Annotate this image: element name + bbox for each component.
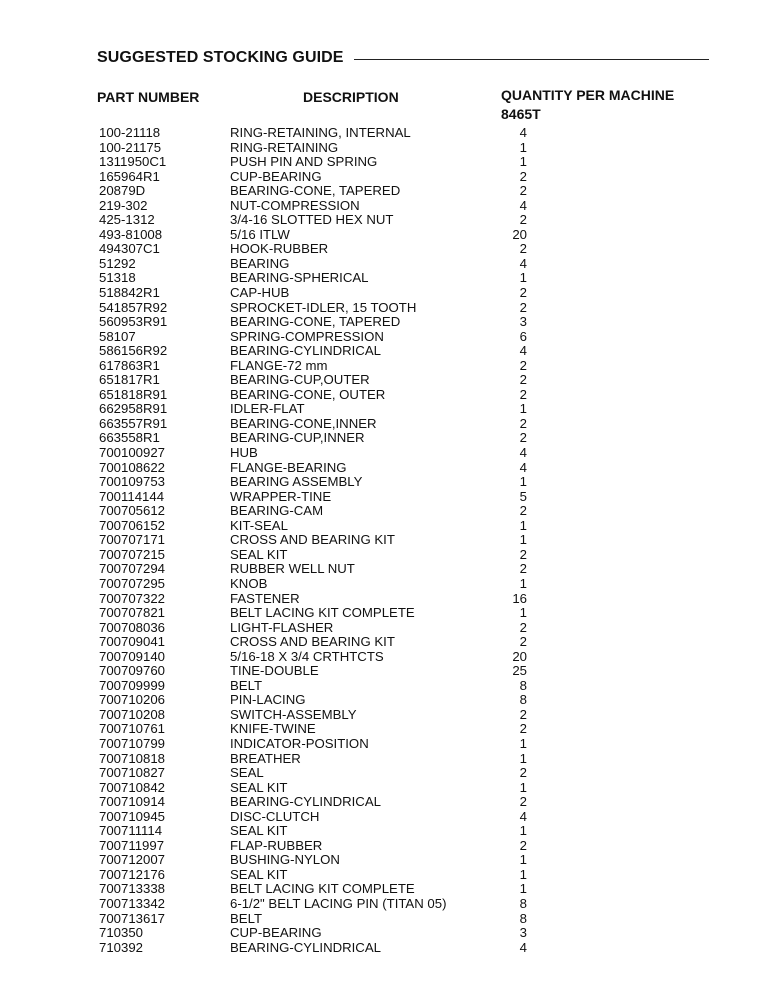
description-cell: DISC-CLUTCH xyxy=(230,808,320,824)
part-number-cell: 541857R92 xyxy=(99,299,168,315)
table-row xyxy=(99,388,539,403)
description-cell: RUBBER WELL NUT xyxy=(230,561,355,577)
part-number-cell: 700709041 xyxy=(99,634,166,650)
part-number-cell: 651818R91 xyxy=(99,386,168,402)
description-cell: 5/16-18 X 3/4 CRTHTCTS xyxy=(230,648,384,664)
quantity-cell: 2 xyxy=(519,241,527,257)
table-row xyxy=(99,126,539,141)
table-row xyxy=(99,533,539,548)
quantity-cell: 2 xyxy=(519,794,527,810)
table-row xyxy=(99,373,539,388)
description-cell: RING-RETAINING xyxy=(230,139,339,155)
description-cell: CROSS AND BEARING KIT xyxy=(230,532,395,548)
table-row xyxy=(99,548,539,563)
table-row xyxy=(99,650,539,665)
table-row xyxy=(99,199,539,214)
table-row xyxy=(99,926,539,941)
description-cell: SEAL KIT xyxy=(230,546,288,562)
part-number-cell: 700709760 xyxy=(99,663,166,679)
part-number-cell: 700707821 xyxy=(99,605,166,621)
table-row xyxy=(99,737,539,752)
quantity-cell: 2 xyxy=(519,837,527,853)
part-number-cell: 20879D xyxy=(99,183,146,199)
description-cell: BEARING-CUP,OUTER xyxy=(230,372,370,388)
part-number-cell: 663557R91 xyxy=(99,415,168,431)
table-row xyxy=(99,359,539,374)
table-row xyxy=(99,795,539,810)
description-cell: LIGHT-FLASHER xyxy=(230,619,334,635)
part-number-cell: 710392 xyxy=(99,939,144,955)
table-row xyxy=(99,824,539,839)
quantity-cell: 1 xyxy=(519,139,527,155)
part-number-cell: 700706152 xyxy=(99,517,166,533)
table-row xyxy=(99,417,539,432)
quantity-cell: 4 xyxy=(519,808,527,824)
quantity-cell: 4 xyxy=(519,445,527,461)
part-number-cell: 493-81008 xyxy=(99,226,163,242)
part-number-cell: 700100927 xyxy=(99,445,166,461)
column-header-quantity: QUANTITY PER MACHINE xyxy=(501,87,675,103)
table-row xyxy=(99,402,539,417)
description-cell: BUSHING-NYLON xyxy=(230,852,340,868)
quantity-cell: 2 xyxy=(519,503,527,519)
quantity-cell: 2 xyxy=(519,706,527,722)
part-number-cell: 700709140 xyxy=(99,648,166,664)
quantity-cell: 2 xyxy=(519,168,527,184)
quantity-cell: 20 xyxy=(512,226,527,242)
quantity-cell: 1 xyxy=(519,866,527,882)
quantity-cell: 4 xyxy=(519,343,527,359)
part-number-cell: 700708036 xyxy=(99,619,166,635)
table-row xyxy=(99,577,539,592)
quantity-cell: 1 xyxy=(519,154,527,170)
part-number-cell: 425-1312 xyxy=(99,212,155,228)
table-row xyxy=(99,868,539,883)
description-cell: CROSS AND BEARING KIT xyxy=(230,634,395,650)
part-number-cell: 700710842 xyxy=(99,779,166,795)
table-row xyxy=(99,752,539,767)
table-row xyxy=(99,257,539,272)
part-number-cell: 700710945 xyxy=(99,808,166,824)
column-header-model: 8465T xyxy=(501,106,541,122)
table-row xyxy=(99,344,539,359)
part-number-cell: 700713617 xyxy=(99,910,166,926)
table-row xyxy=(99,301,539,316)
part-number-cell: 700710818 xyxy=(99,750,166,766)
table-row xyxy=(99,679,539,694)
quantity-cell: 8 xyxy=(519,895,527,911)
part-number-cell: 700707294 xyxy=(99,561,166,577)
table-row xyxy=(99,664,539,679)
quantity-cell: 1 xyxy=(519,823,527,839)
part-number-cell: 700109753 xyxy=(99,474,166,490)
description-cell: SEAL KIT xyxy=(230,779,288,795)
description-cell: RING-RETAINING, INTERNAL xyxy=(230,125,411,140)
part-number-cell: 700710799 xyxy=(99,735,166,751)
part-number-cell: 700713342 xyxy=(99,895,166,911)
column-header-description: DESCRIPTION xyxy=(303,89,399,105)
description-cell: KNOB xyxy=(230,575,268,591)
table-row xyxy=(99,286,539,301)
quantity-cell: 1 xyxy=(519,779,527,795)
table-row xyxy=(99,242,539,257)
quantity-cell: 2 xyxy=(519,357,527,373)
description-cell: FLANGE-72 mm xyxy=(230,357,328,373)
part-number-cell: 700713338 xyxy=(99,881,166,897)
description-cell: HOOK-RUBBER xyxy=(230,241,329,257)
part-number-cell: 700710206 xyxy=(99,692,166,708)
description-cell: PIN-LACING xyxy=(230,692,306,708)
table-row xyxy=(99,635,539,650)
table-row xyxy=(99,766,539,781)
description-cell: INDICATOR-POSITION xyxy=(230,735,369,751)
quantity-cell: 2 xyxy=(519,721,527,737)
description-cell: KIT-SEAL xyxy=(230,517,288,533)
part-number-cell: 100-21118 xyxy=(99,125,161,140)
description-cell: CAP-HUB xyxy=(230,285,290,301)
description-cell: BEARING ASSEMBLY xyxy=(230,474,363,490)
quantity-cell: 25 xyxy=(512,663,527,679)
part-number-cell: 617863R1 xyxy=(99,357,160,373)
description-cell: 3/4-16 SLOTTED HEX NUT xyxy=(230,212,394,228)
part-number-cell: 700707322 xyxy=(99,590,166,606)
table-row xyxy=(99,693,539,708)
quantity-cell: 3 xyxy=(519,925,527,941)
description-cell: BEARING-CONE, TAPERED xyxy=(230,314,401,330)
table-row xyxy=(99,490,539,505)
part-number-cell: 219-302 xyxy=(99,197,148,213)
part-number-cell: 518842R1 xyxy=(99,285,160,301)
description-cell: SPROCKET-IDLER, 15 TOOTH xyxy=(230,299,417,315)
table-row xyxy=(99,504,539,519)
table-row xyxy=(99,882,539,897)
part-number-cell: 700707215 xyxy=(99,546,166,562)
part-number-cell: 651817R1 xyxy=(99,372,160,388)
quantity-cell: 4 xyxy=(519,459,527,475)
table-row xyxy=(99,184,539,199)
quantity-cell: 8 xyxy=(519,692,527,708)
quantity-cell: 1 xyxy=(519,750,527,766)
quantity-cell: 2 xyxy=(519,285,527,301)
part-number-cell: 700711997 xyxy=(99,837,165,853)
part-number-cell: 700709999 xyxy=(99,677,166,693)
table-row xyxy=(99,562,539,577)
description-cell: TINE-DOUBLE xyxy=(230,663,319,679)
part-number-cell: 100-21175 xyxy=(99,139,162,155)
part-number-cell: 700712176 xyxy=(99,866,166,882)
description-cell: CUP-BEARING xyxy=(230,925,322,941)
description-cell: BELT xyxy=(230,677,263,693)
description-cell: FLANGE-BEARING xyxy=(230,459,347,475)
description-cell: SWITCH-ASSEMBLY xyxy=(230,706,357,722)
quantity-cell: 1 xyxy=(519,605,527,621)
part-number-cell: 700707171 xyxy=(99,532,166,548)
description-cell: NUT-COMPRESSION xyxy=(230,197,360,213)
quantity-cell: 8 xyxy=(519,910,527,926)
quantity-cell: 1 xyxy=(519,517,527,533)
part-number-cell: 700712007 xyxy=(99,852,166,868)
table-row xyxy=(99,897,539,912)
quantity-cell: 2 xyxy=(519,430,527,446)
table-row xyxy=(99,708,539,723)
quantity-cell: 2 xyxy=(519,546,527,562)
quantity-cell: 1 xyxy=(519,881,527,897)
quantity-cell: 2 xyxy=(519,386,527,402)
description-cell: SEAL KIT xyxy=(230,823,288,839)
table-row xyxy=(99,519,539,534)
quantity-cell: 1 xyxy=(519,852,527,868)
description-cell: HUB xyxy=(230,445,258,461)
table-row xyxy=(99,941,539,956)
table-row xyxy=(99,912,539,927)
title-row xyxy=(97,47,709,69)
description-cell: 5/16 ITLW xyxy=(230,226,290,242)
description-cell: KNIFE-TWINE xyxy=(230,721,316,737)
part-number-cell: 165964R1 xyxy=(99,168,160,184)
quantity-cell: 4 xyxy=(519,197,527,213)
description-cell: BEARING-SPHERICAL xyxy=(230,270,369,286)
description-cell: BEARING-CYLINDRICAL xyxy=(230,939,381,955)
quantity-cell: 1 xyxy=(519,270,527,286)
description-cell: BEARING-CUP,INNER xyxy=(230,430,365,446)
table-row xyxy=(99,155,539,170)
description-cell: BEARING xyxy=(230,255,290,271)
description-cell: BEARING-CYLINDRICAL xyxy=(230,794,381,810)
quantity-cell: 2 xyxy=(519,765,527,781)
table-row xyxy=(99,213,539,228)
description-cell: WRAPPER-TINE xyxy=(230,488,332,504)
part-number-cell: 700114144 xyxy=(99,488,165,504)
quantity-cell: 2 xyxy=(519,183,527,199)
description-cell: BEARING-CYLINDRICAL xyxy=(230,343,381,359)
table-row xyxy=(99,839,539,854)
quantity-cell: 3 xyxy=(519,314,527,330)
part-number-cell: 700707295 xyxy=(99,575,166,591)
description-cell: FLAP-RUBBER xyxy=(230,837,323,853)
quantity-cell: 2 xyxy=(519,299,527,315)
page-title: SUGGESTED STOCKING GUIDE xyxy=(97,49,344,66)
table-row xyxy=(99,431,539,446)
part-number-cell: 710350 xyxy=(99,925,144,941)
part-number-cell: 663558R1 xyxy=(99,430,160,446)
title-rule-divider xyxy=(354,59,709,60)
column-header-part-number: PART NUMBER xyxy=(97,89,200,105)
quantity-cell: 4 xyxy=(519,255,527,271)
quantity-cell: 1 xyxy=(519,401,527,417)
quantity-cell: 16 xyxy=(512,590,527,606)
description-cell: BELT LACING KIT COMPLETE xyxy=(230,605,415,621)
part-number-cell: 700710827 xyxy=(99,765,166,781)
part-number-cell: 662958R91 xyxy=(99,401,168,417)
quantity-cell: 6 xyxy=(519,328,527,344)
table-row xyxy=(99,461,539,476)
part-number-cell: 700711114 xyxy=(99,823,163,839)
description-cell: BEARING-CONE, OUTER xyxy=(230,386,386,402)
table-row xyxy=(99,810,539,825)
quantity-cell: 20 xyxy=(512,648,527,664)
table-row xyxy=(99,621,539,636)
table-row xyxy=(99,592,539,607)
table-row xyxy=(99,446,539,461)
quantity-cell: 1 xyxy=(519,735,527,751)
quantity-cell: 2 xyxy=(519,561,527,577)
description-cell: PUSH PIN AND SPRING xyxy=(230,154,378,170)
table-row xyxy=(99,330,539,345)
description-cell: BEARING-CAM xyxy=(230,503,324,519)
part-number-cell: 51292 xyxy=(99,255,136,271)
description-cell: BEARING-CONE, TAPERED xyxy=(230,183,401,199)
quantity-cell: 4 xyxy=(519,939,527,955)
part-number-cell: 700108622 xyxy=(99,459,166,475)
description-cell: BELT xyxy=(230,910,263,926)
table-row xyxy=(99,170,539,185)
description-cell: SEAL KIT xyxy=(230,866,288,882)
description-cell: SPRING-COMPRESSION xyxy=(230,328,384,344)
part-number-cell: 58107 xyxy=(99,328,136,344)
part-number-cell: 51318 xyxy=(99,270,136,286)
part-number-cell: 700705612 xyxy=(99,503,166,519)
description-cell: FASTENER xyxy=(230,590,300,606)
quantity-cell: 5 xyxy=(519,488,527,504)
quantity-cell: 1 xyxy=(519,532,527,548)
description-cell: CUP-BEARING xyxy=(230,168,322,184)
part-number-cell: 700710208 xyxy=(99,706,166,722)
table-row xyxy=(99,722,539,737)
part-number-cell: 1311950C1 xyxy=(99,154,167,170)
quantity-cell: 4 xyxy=(519,125,527,140)
table-row xyxy=(99,853,539,868)
table-row xyxy=(99,271,539,286)
description-cell: IDLER-FLAT xyxy=(230,401,305,417)
quantity-cell: 2 xyxy=(519,212,527,228)
part-number-cell: 586156R92 xyxy=(99,343,168,359)
table-row xyxy=(99,606,539,621)
description-cell: BEARING-CONE,INNER xyxy=(230,415,377,431)
table-row xyxy=(99,781,539,796)
quantity-cell: 2 xyxy=(519,415,527,431)
description-cell: BREATHER xyxy=(230,750,301,766)
table-row xyxy=(99,475,539,490)
quantity-cell: 2 xyxy=(519,634,527,650)
quantity-cell: 1 xyxy=(519,474,527,490)
table-row xyxy=(99,315,539,330)
description-cell: 6-1/2" BELT LACING PIN (TITAN 05) xyxy=(230,895,447,911)
table-row xyxy=(99,228,539,243)
parts-table xyxy=(99,126,539,955)
part-number-cell: 560953R91 xyxy=(99,314,168,330)
description-cell: SEAL xyxy=(230,765,264,781)
quantity-cell: 1 xyxy=(519,575,527,591)
table-row xyxy=(99,141,539,156)
part-number-cell: 700710914 xyxy=(99,794,166,810)
quantity-cell: 2 xyxy=(519,619,527,635)
description-cell: BELT LACING KIT COMPLETE xyxy=(230,881,415,897)
quantity-cell: 2 xyxy=(519,372,527,388)
part-number-cell: 494307C1 xyxy=(99,241,160,257)
quantity-cell: 8 xyxy=(519,677,527,693)
part-number-cell: 700710761 xyxy=(99,721,166,737)
